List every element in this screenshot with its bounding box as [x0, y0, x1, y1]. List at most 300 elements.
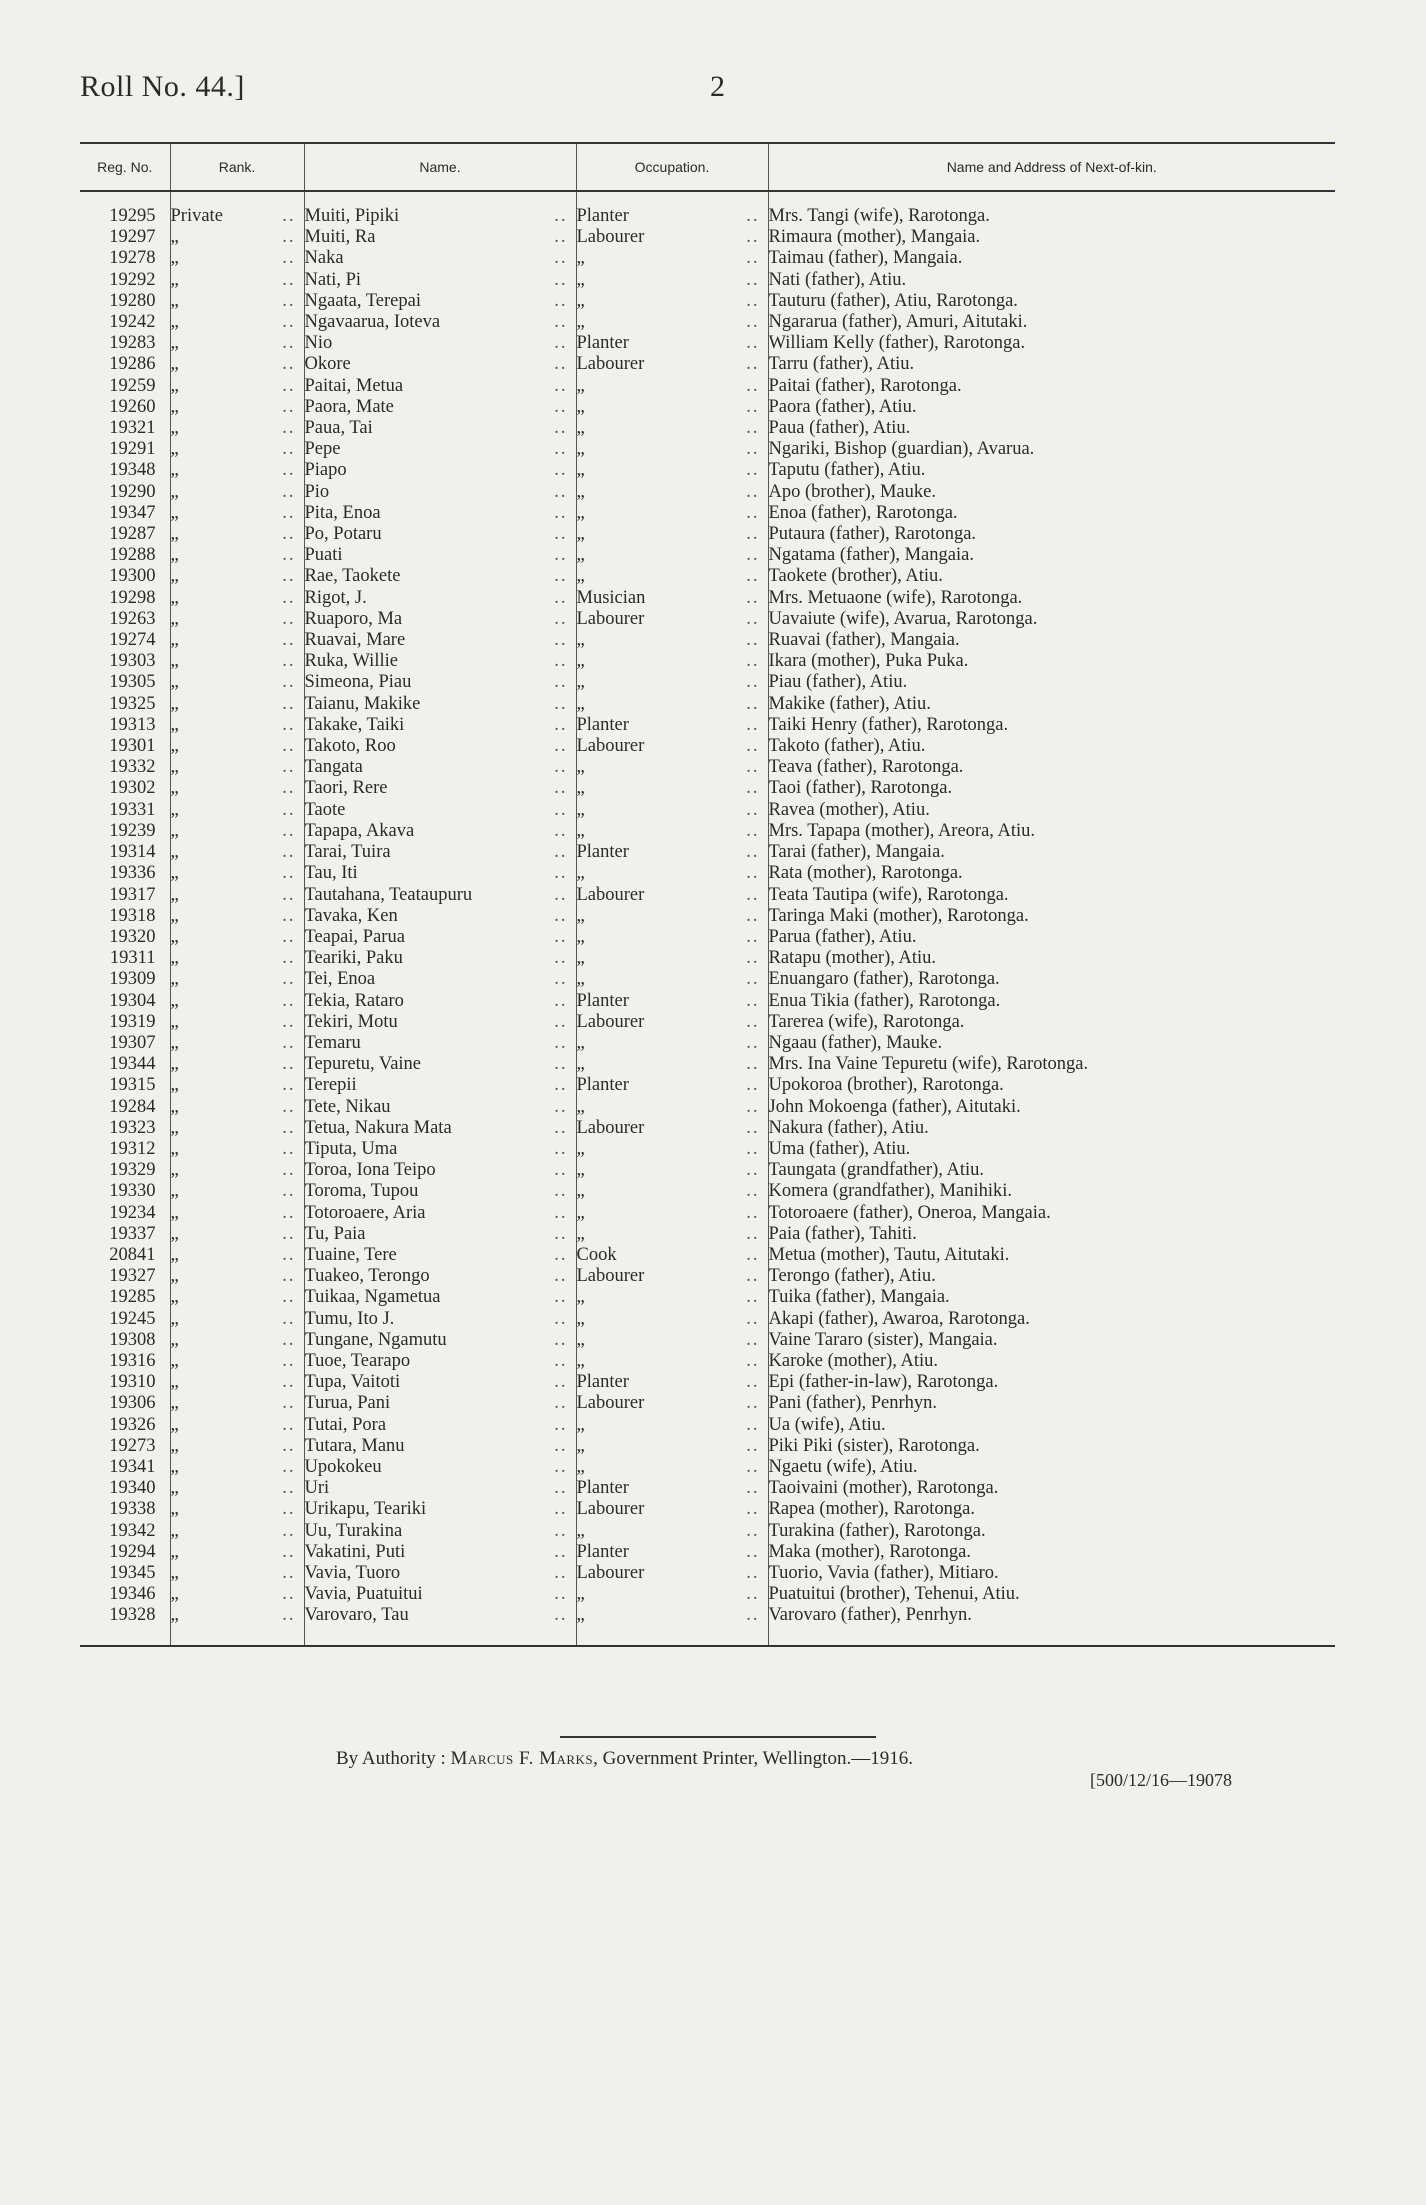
- page-number: 2: [710, 70, 725, 103]
- cell-reg-no: 19301: [109, 736, 156, 757]
- cell-occupation: Planter: [576, 333, 629, 354]
- imprint-printer-name: Marcus F. Marks: [450, 1748, 594, 1769]
- table-row: [80, 1351, 1335, 1372]
- cell-next-of-kin: Parua (father), Atiu.: [768, 927, 1335, 948]
- cell-next-of-kin: Maka (mother), Rarotonga.: [768, 1542, 1335, 1563]
- table-row: [80, 1203, 1335, 1224]
- leader-dots: ..: [554, 1541, 568, 1562]
- cell-rank: „: [170, 1032, 179, 1053]
- leader-dots: ..: [282, 418, 296, 439]
- cell-rank: „: [170, 1414, 179, 1435]
- table-row: [80, 778, 1335, 799]
- leader-dots: ..: [554, 820, 568, 841]
- cell-occupation: Labourer: [576, 1393, 645, 1414]
- leader-dots: ..: [746, 545, 760, 566]
- cell-next-of-kin: Mrs. Tangi (wife), Rarotonga.: [768, 191, 1335, 227]
- table-bottom-rule: [80, 1646, 1335, 1648]
- leader-dots: ..: [554, 312, 568, 333]
- cell-rank: „: [170, 651, 179, 672]
- cell-occupation: „: [576, 1308, 585, 1329]
- table-row: [80, 1563, 1335, 1584]
- leader-dots: ..: [554, 990, 568, 1011]
- leader-dots: ..: [282, 1223, 296, 1244]
- leader-dots: ..: [554, 1584, 568, 1605]
- leader-dots: ..: [746, 1393, 760, 1414]
- cell-reg-no: 19309: [109, 969, 156, 990]
- column-header-reg-no: Reg. No.: [80, 143, 170, 191]
- cell-occupation: „: [576, 905, 585, 926]
- cell-occupation: „: [576, 481, 585, 502]
- cell-rank: „: [170, 1435, 179, 1456]
- table-body: [80, 191, 1335, 1646]
- leader-dots: ..: [554, 672, 568, 693]
- cell-rank: „: [170, 905, 179, 926]
- cell-next-of-kin: Apo (brother), Mauke.: [768, 482, 1335, 503]
- cell-name: Ruka, Willie: [304, 651, 398, 672]
- cell-name: Tuoe, Tearapo: [304, 1350, 411, 1371]
- cell-rank: „: [170, 1372, 179, 1393]
- cell-occupation: „: [576, 799, 585, 820]
- cell-name: Urikapu, Teariki: [304, 1499, 427, 1520]
- cell-name: Tapapa, Akava: [304, 820, 415, 841]
- cell-reg-no: 19287: [109, 524, 156, 545]
- cell-name: Ruavai, Mare: [304, 630, 406, 651]
- leader-dots: ..: [554, 502, 568, 523]
- cell-rank: „: [170, 1584, 179, 1605]
- cell-next-of-kin: Paitai (father), Rarotonga.: [768, 376, 1335, 397]
- cell-occupation: Labourer: [576, 736, 645, 757]
- cell-reg-no: 19326: [109, 1414, 156, 1435]
- cell-next-of-kin: William Kelly (father), Rarotonga.: [768, 333, 1335, 354]
- cell-rank: „: [170, 757, 179, 778]
- table-row: [80, 1499, 1335, 1520]
- cell-name: Uu, Turakina: [304, 1520, 403, 1541]
- cell-next-of-kin: Taputu (father), Atiu.: [768, 460, 1335, 481]
- leader-dots: ..: [282, 1075, 296, 1096]
- cell-reg-no: 19259: [109, 375, 156, 396]
- leader-dots: ..: [282, 1393, 296, 1414]
- cell-occupation: „: [576, 460, 585, 481]
- cell-reg-no: 19295: [109, 206, 156, 226]
- cell-reg-no: 19345: [109, 1563, 156, 1583]
- leader-dots: ..: [282, 587, 296, 608]
- cell-occupation: „: [576, 375, 585, 396]
- leader-dots: ..: [282, 842, 296, 863]
- cell-name: Rigot, J.: [304, 587, 367, 608]
- table-row: [80, 1266, 1335, 1287]
- table-row: [80, 1075, 1335, 1096]
- table-row: [80, 885, 1335, 906]
- cell-rank: „: [170, 1011, 179, 1032]
- leader-dots: ..: [282, 1054, 296, 1075]
- leader-dots: ..: [554, 1011, 568, 1032]
- leader-dots: ..: [554, 248, 568, 269]
- leader-dots: ..: [282, 460, 296, 481]
- cell-rank: „: [170, 1202, 179, 1223]
- cell-next-of-kin: Tarai (father), Mangaia.: [768, 842, 1335, 863]
- cell-reg-no: 19329: [109, 1160, 156, 1181]
- table-row: [80, 1542, 1335, 1563]
- table-row: [80, 1457, 1335, 1478]
- cell-next-of-kin: Pani (father), Penrhyn.: [768, 1393, 1335, 1414]
- cell-occupation: „: [576, 1435, 585, 1456]
- cell-rank: „: [170, 842, 179, 863]
- table-row: [80, 1139, 1335, 1160]
- cell-occupation: Labourer: [576, 1011, 645, 1032]
- cell-next-of-kin: John Mokoenga (father), Aitutaki.: [768, 1097, 1335, 1118]
- leader-dots: ..: [282, 1499, 296, 1520]
- cell-occupation: „: [576, 1202, 585, 1223]
- table-row: [80, 227, 1335, 248]
- cell-rank: „: [170, 630, 179, 651]
- cell-name: Tepuretu, Vaine: [304, 1054, 422, 1075]
- cell-rank: „: [170, 248, 179, 269]
- table-row: [80, 906, 1335, 927]
- leader-dots: ..: [746, 587, 760, 608]
- cell-next-of-kin: Rapea (mother), Rarotonga.: [768, 1499, 1335, 1520]
- leader-dots: ..: [746, 1202, 760, 1223]
- table-row: [80, 312, 1335, 333]
- table-row: [80, 609, 1335, 630]
- cell-reg-no: 19274: [109, 630, 156, 651]
- leader-dots: ..: [282, 269, 296, 290]
- table-row: [80, 800, 1335, 821]
- cell-name: Tei, Enoa: [304, 969, 376, 990]
- cell-name: Tumu, Ito J.: [304, 1308, 395, 1329]
- leader-dots: ..: [746, 842, 760, 863]
- cell-reg-no: 19302: [109, 778, 156, 799]
- cell-name: Turua, Pani: [304, 1393, 391, 1414]
- leader-dots: ..: [282, 1435, 296, 1456]
- cell-occupation: „: [576, 1160, 585, 1181]
- cell-occupation: „: [576, 778, 585, 799]
- leader-dots: ..: [746, 1541, 760, 1562]
- leader-dots: ..: [746, 948, 760, 969]
- cell-name: Paua, Tai: [304, 418, 373, 439]
- leader-dots: ..: [746, 481, 760, 502]
- cell-next-of-kin: Ngaau (father), Mauke.: [768, 1033, 1335, 1054]
- leader-dots: ..: [746, 969, 760, 990]
- leader-dots: ..: [554, 693, 568, 714]
- cell-next-of-kin: Tarru (father), Atiu.: [768, 354, 1335, 375]
- leader-dots: ..: [282, 1308, 296, 1329]
- cell-next-of-kin: Makike (father), Atiu.: [768, 694, 1335, 715]
- cell-name: Tutara, Manu: [304, 1435, 405, 1456]
- cell-rank: „: [170, 778, 179, 799]
- leader-dots: ..: [554, 1075, 568, 1096]
- cell-next-of-kin: Turakina (father), Rarotonga.: [768, 1521, 1335, 1542]
- leader-dots: ..: [554, 1435, 568, 1456]
- leader-dots: ..: [746, 227, 760, 248]
- leader-dots: ..: [746, 778, 760, 799]
- cell-reg-no: 19312: [109, 1138, 156, 1159]
- cell-name: Tuaine, Tere: [304, 1244, 397, 1265]
- leader-dots: ..: [746, 354, 760, 375]
- leader-dots: ..: [282, 736, 296, 757]
- cell-rank: „: [170, 799, 179, 820]
- cell-rank: „: [170, 948, 179, 969]
- table-row: [80, 503, 1335, 524]
- table-row: [80, 1054, 1335, 1075]
- cell-name: Rae, Taokete: [304, 566, 401, 587]
- cell-occupation: Labourer: [576, 227, 645, 248]
- leader-dots: ..: [554, 375, 568, 396]
- leader-dots: ..: [554, 439, 568, 460]
- cell-occupation: „: [576, 1350, 585, 1371]
- cell-occupation: Planter: [576, 1541, 629, 1562]
- cell-next-of-kin: Paora (father), Atiu.: [768, 397, 1335, 418]
- cell-occupation: „: [576, 1414, 585, 1435]
- cell-rank: „: [170, 1520, 179, 1541]
- cell-rank: „: [170, 460, 179, 481]
- leader-dots: ..: [282, 375, 296, 396]
- cell-name: Tau, Iti: [304, 863, 358, 884]
- cell-next-of-kin: Piau (father), Atiu.: [768, 672, 1335, 693]
- cell-occupation: „: [576, 1096, 585, 1117]
- cell-name: Vavia, Puatuitui: [304, 1584, 423, 1605]
- cell-occupation: „: [576, 418, 585, 439]
- leader-dots: ..: [746, 1181, 760, 1202]
- leader-dots: ..: [282, 1160, 296, 1181]
- cell-occupation: „: [576, 248, 585, 269]
- leader-dots: ..: [746, 375, 760, 396]
- cell-next-of-kin: Enuangaro (father), Rarotonga.: [768, 969, 1335, 990]
- cell-name: Ruaporo, Ma: [304, 608, 403, 629]
- leader-dots: ..: [282, 1456, 296, 1477]
- cell-next-of-kin: Vaine Tararo (sister), Mangaia.: [768, 1330, 1335, 1351]
- leader-dots: ..: [746, 1011, 760, 1032]
- leader-dots: ..: [282, 206, 296, 226]
- table-row: [80, 545, 1335, 566]
- cell-rank: „: [170, 990, 179, 1011]
- print-reference: [500/12/16—19078: [1090, 1770, 1232, 1790]
- cell-rank: Private: [170, 206, 223, 226]
- leader-dots: ..: [554, 1054, 568, 1075]
- leader-dots: ..: [554, 863, 568, 884]
- leader-dots: ..: [554, 1223, 568, 1244]
- cell-reg-no: 19286: [109, 354, 156, 375]
- leader-dots: ..: [746, 1435, 760, 1456]
- leader-dots: ..: [282, 1414, 296, 1435]
- cell-name: Tupa, Vaitoti: [304, 1372, 401, 1393]
- leader-dots: ..: [554, 1478, 568, 1499]
- leader-dots: ..: [746, 651, 760, 672]
- cell-name: Tangata: [304, 757, 363, 778]
- cell-name: Terepii: [304, 1075, 357, 1096]
- cell-reg-no: 19347: [109, 502, 156, 523]
- table-row: [80, 1393, 1335, 1414]
- leader-dots: ..: [746, 1244, 760, 1265]
- cell-name: Tuikaa, Ngametua: [304, 1287, 441, 1308]
- table-row: [80, 630, 1335, 651]
- cell-name: Takoto, Roo: [304, 736, 396, 757]
- table-row: [80, 291, 1335, 312]
- leader-dots: ..: [282, 1117, 296, 1138]
- cell-reg-no: 19278: [109, 248, 156, 269]
- cell-occupation: „: [576, 312, 585, 333]
- cell-next-of-kin: Taimau (father), Mangaia.: [768, 248, 1335, 269]
- cell-reg-no: 19348: [109, 460, 156, 481]
- cell-name: Tiputa, Uma: [304, 1138, 398, 1159]
- leader-dots: ..: [554, 1096, 568, 1117]
- leader-dots: ..: [282, 926, 296, 947]
- cell-name: Takake, Taiki: [304, 714, 405, 735]
- cell-occupation: „: [576, 566, 585, 587]
- leader-dots: ..: [282, 502, 296, 523]
- table-row: [80, 588, 1335, 609]
- cell-reg-no: 19284: [109, 1096, 156, 1117]
- cell-next-of-kin: Tuorio, Vavia (father), Mitiaro.: [768, 1563, 1335, 1584]
- leader-dots: ..: [282, 1287, 296, 1308]
- leader-dots: ..: [554, 757, 568, 778]
- cell-reg-no: 19304: [109, 990, 156, 1011]
- cell-reg-no: 19290: [109, 481, 156, 502]
- cell-rank: „: [170, 969, 179, 990]
- leader-dots: ..: [554, 206, 568, 226]
- cell-next-of-kin: Taringa Maki (mother), Rarotonga.: [768, 906, 1335, 927]
- leader-dots: ..: [554, 1393, 568, 1414]
- cell-rank: „: [170, 1499, 179, 1520]
- leader-dots: ..: [746, 1287, 760, 1308]
- table-row: [80, 1287, 1335, 1308]
- cell-rank: „: [170, 736, 179, 757]
- cell-next-of-kin: Totoroaere (father), Oneroa, Mangaia.: [768, 1203, 1335, 1224]
- leader-dots: ..: [282, 227, 296, 248]
- leader-dots: ..: [554, 460, 568, 481]
- cell-next-of-kin: Metua (mother), Tautu, Aitutaki.: [768, 1245, 1335, 1266]
- table-row: [80, 566, 1335, 587]
- cell-name: Pepe: [304, 439, 341, 460]
- table-row: [80, 1521, 1335, 1542]
- cell-next-of-kin: Tauturu (father), Atiu, Rarotonga.: [768, 291, 1335, 312]
- leader-dots: ..: [746, 502, 760, 523]
- cell-next-of-kin: Upokoroa (brother), Rarotonga.: [768, 1075, 1335, 1096]
- cell-next-of-kin: Taiki Henry (father), Rarotonga.: [768, 715, 1335, 736]
- cell-rank: „: [170, 1160, 179, 1181]
- leader-dots: ..: [282, 290, 296, 311]
- cell-next-of-kin: Ikara (mother), Puka Puka.: [768, 651, 1335, 672]
- leader-dots: ..: [554, 905, 568, 926]
- cell-occupation: „: [576, 396, 585, 417]
- cell-occupation: „: [576, 820, 585, 841]
- column-header-name: Name.: [304, 143, 576, 191]
- table-row: [80, 969, 1335, 990]
- table-row: [80, 1584, 1335, 1605]
- cell-reg-no: 19319: [109, 1011, 156, 1032]
- cell-next-of-kin: Ravea (mother), Atiu.: [768, 800, 1335, 821]
- leader-dots: ..: [282, 651, 296, 672]
- leader-dots: ..: [554, 1032, 568, 1053]
- leader-dots: ..: [554, 1456, 568, 1477]
- cell-occupation: „: [576, 926, 585, 947]
- cell-next-of-kin: Putaura (father), Rarotonga.: [768, 524, 1335, 545]
- table-row: [80, 1436, 1335, 1457]
- leader-dots: ..: [746, 608, 760, 629]
- leader-dots: ..: [746, 1096, 760, 1117]
- imprint-suffix: , Government Printer, Wellington.—1916.: [593, 1748, 913, 1769]
- leader-dots: ..: [282, 481, 296, 502]
- leader-dots: ..: [282, 693, 296, 714]
- cell-next-of-kin: Mrs. Tapapa (mother), Areora, Atiu.: [768, 821, 1335, 842]
- cell-next-of-kin: Taungata (grandfather), Atiu.: [768, 1160, 1335, 1181]
- cell-name: Taori, Rere: [304, 778, 388, 799]
- cell-reg-no: 19239: [109, 820, 156, 841]
- cell-occupation: Labourer: [576, 884, 645, 905]
- cell-name: Nio: [304, 333, 333, 354]
- leader-dots: ..: [746, 206, 760, 226]
- cell-next-of-kin: Varovaro (father), Penrhyn.: [768, 1605, 1335, 1645]
- leader-dots: ..: [554, 587, 568, 608]
- cell-rank: „: [170, 1393, 179, 1414]
- leader-dots: ..: [554, 481, 568, 502]
- leader-dots: ..: [746, 1138, 760, 1159]
- leader-dots: ..: [746, 248, 760, 269]
- cell-occupation: „: [576, 439, 585, 460]
- cell-next-of-kin: Tuika (father), Mangaia.: [768, 1287, 1335, 1308]
- cell-name: Teapai, Parua: [304, 926, 405, 947]
- table-row: [80, 1330, 1335, 1351]
- cell-reg-no: 19305: [109, 672, 156, 693]
- leader-dots: ..: [746, 1329, 760, 1350]
- cell-reg-no: 19263: [109, 608, 156, 629]
- cell-reg-no: 19308: [109, 1329, 156, 1350]
- leader-dots: ..: [746, 1499, 760, 1520]
- cell-name: Totoroaere, Aria: [304, 1202, 426, 1223]
- cell-reg-no: 19331: [109, 799, 156, 820]
- leader-dots: ..: [282, 1478, 296, 1499]
- cell-name: Tavaka, Ken: [304, 905, 398, 926]
- cell-next-of-kin: Ratapu (mother), Atiu.: [768, 948, 1335, 969]
- leader-dots: ..: [554, 1350, 568, 1371]
- cell-occupation: Labourer: [576, 1563, 645, 1583]
- cell-occupation: „: [576, 948, 585, 969]
- cell-reg-no: 19297: [109, 227, 156, 248]
- cell-next-of-kin: Piki Piki (sister), Rarotonga.: [768, 1436, 1335, 1457]
- cell-reg-no: 19323: [109, 1117, 156, 1138]
- cell-name: Naka: [304, 248, 344, 269]
- cell-name: Tuakeo, Terongo: [304, 1266, 430, 1287]
- leader-dots: ..: [746, 1563, 760, 1583]
- table-row: [80, 1118, 1335, 1139]
- cell-name: Taianu, Makike: [304, 693, 421, 714]
- cell-next-of-kin: Akapi (father), Awaroa, Rarotonga.: [768, 1309, 1335, 1330]
- table-row: [80, 1245, 1335, 1266]
- leader-dots: ..: [554, 736, 568, 757]
- cell-next-of-kin: Puatuitui (brother), Tehenui, Atiu.: [768, 1584, 1335, 1605]
- leader-dots: ..: [554, 566, 568, 587]
- cell-reg-no: 19283: [109, 333, 156, 354]
- cell-reg-no: 19342: [109, 1520, 156, 1541]
- leader-dots: ..: [282, 1350, 296, 1371]
- cell-name: Varovaro, Tau: [304, 1605, 409, 1626]
- leader-dots: ..: [282, 1541, 296, 1562]
- leader-dots: ..: [554, 1266, 568, 1287]
- leader-dots: ..: [282, 566, 296, 587]
- cell-occupation: „: [576, 863, 585, 884]
- leader-dots: ..: [554, 1244, 568, 1265]
- cell-rank: „: [170, 1266, 179, 1287]
- cell-name: Puati: [304, 545, 343, 566]
- table-row: [80, 651, 1335, 672]
- leader-dots: ..: [746, 333, 760, 354]
- cell-name: Simeona, Piau: [304, 672, 412, 693]
- cell-reg-no: 19234: [109, 1202, 156, 1223]
- cell-next-of-kin: Epi (father-in-law), Rarotonga.: [768, 1372, 1335, 1393]
- table-row: [80, 460, 1335, 481]
- leader-dots: ..: [554, 1414, 568, 1435]
- leader-dots: ..: [554, 948, 568, 969]
- leader-dots: ..: [746, 1584, 760, 1605]
